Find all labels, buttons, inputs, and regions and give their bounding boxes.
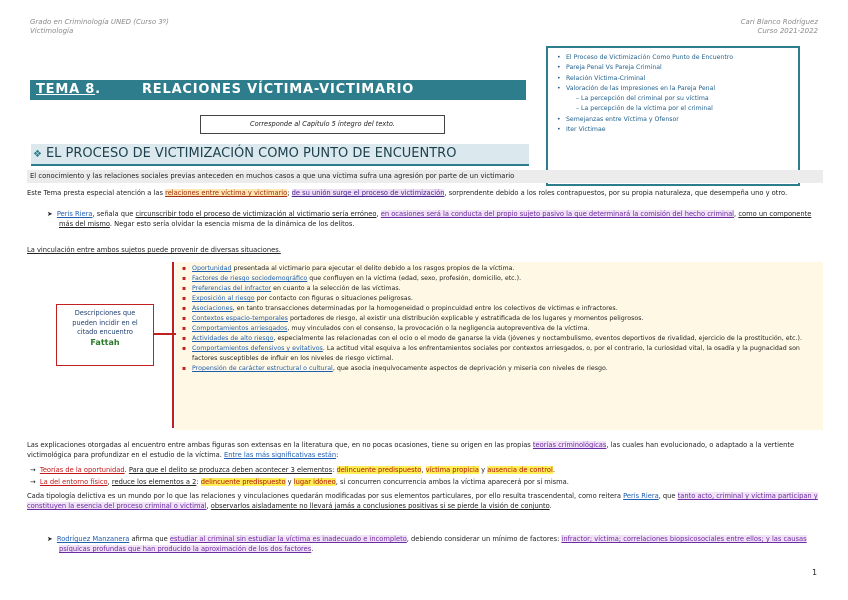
- text: Este Tema presta especial atención a las: [27, 189, 166, 197]
- toc-subitem[interactable]: – La percepción del criminal por su víctima: [576, 95, 709, 103]
- text: y: [478, 466, 488, 474]
- header-course: [30, 18, 169, 36]
- text: .: [124, 466, 129, 474]
- highlight-theories: teorías criminológicas: [532, 441, 607, 449]
- list-term: Contextos espacio-temporales: [192, 315, 288, 322]
- text: ,: [376, 210, 381, 218]
- highlight-element: delincuente predispuesto: [336, 466, 422, 474]
- fattah-box-line: pueden incidir en el: [72, 318, 138, 327]
- text: , las cuales han evolucionado, o adaptado a la vertiente victimológica para profundizar en el estudio de la víctima.: [27, 441, 795, 459]
- list-term: Comportamientos arriesgados: [192, 325, 288, 332]
- arrow-icon: →: [30, 478, 36, 486]
- list-text: en cuanto a la selección de las víctimas.: [271, 285, 401, 292]
- highlight-element: víctima propicia: [425, 466, 479, 474]
- arrow-icon: ➤: [47, 210, 53, 218]
- fattah-box: [56, 304, 154, 366]
- list-item: [182, 364, 822, 374]
- list-text: portadores de riesgo, al existir una distribución explicable y estratificada de los lugares y momentos peligrosos.: [287, 315, 644, 322]
- title-text: RELACIONES VÍCTIMA-VICTIMARIO: [142, 82, 415, 97]
- highlight-element: lugar idóneo: [293, 478, 336, 486]
- section-title-text: EL PROCESO DE VICTIMIZACIÓN COMO PUNTO DE ENCUENTRO: [45, 146, 457, 161]
- list-item: [182, 304, 822, 314]
- section-title: [31, 144, 529, 166]
- list-text: , en tanto transacciones determinadas por la homogeneidad o propincuidad entre los colectivos de víctimas e infractores.: [232, 305, 618, 312]
- author-manzanera: Rodríguez Manzanera: [56, 535, 130, 543]
- highlight-relations: relaciones entre víctima y victimario: [165, 189, 288, 197]
- list-item: [182, 314, 822, 324]
- list-term: Asociaciones: [192, 305, 233, 312]
- text: .: [549, 502, 552, 510]
- chapter-note: Corresponde al Capítulo 5 íntegro del texto.: [200, 115, 445, 134]
- text: ,: [107, 478, 112, 486]
- header-course-line1: Grado en Criminología UNED (Curso 3º): [30, 18, 169, 26]
- list-text: por contacto con figuras o situaciones peligrosas.: [254, 295, 413, 302]
- text: , si concurren concurrencia ambos la víctima aparecerá por sí misma.: [335, 478, 569, 486]
- list-text: , muy vinculados con el consenso, la provocación o la negligencia autopreventiva de la víctima.: [287, 325, 590, 332]
- list-term: Exposición al riesgo: [192, 295, 255, 302]
- underline-text: como un componente más del mismo: [59, 210, 812, 228]
- toc-item[interactable]: • Valoración de las Impresiones en la Pareja Penal: [566, 84, 792, 94]
- list-item: [182, 334, 822, 344]
- list-term: Factores de riesgo sociodemográfico: [192, 275, 308, 282]
- text: . Negar esto sería olvidar la esencia misma de la dinámica de los delitos.: [109, 220, 355, 228]
- header-author-year: Curso 2021-2022: [757, 27, 818, 35]
- underline-text: Entre las más significativas están: [223, 451, 337, 459]
- toc-item[interactable]: • Iter Victimae: [566, 125, 792, 135]
- text: :: [196, 478, 201, 486]
- list-text: que confluyen en la víctima (edad, sexo, profesión, domicilio, etc.).: [307, 275, 522, 282]
- header-course-line2: Victimología: [30, 27, 74, 35]
- fattah-list: [182, 264, 822, 374]
- text: afirma que: [129, 535, 170, 543]
- toc-item[interactable]: • Semejanzas entre Víctima y Ofensor: [566, 115, 792, 125]
- highlight-element: delincuente predispuesto: [200, 478, 286, 486]
- list-text: presentada al victimario para ejecutar el delito debido a los rasgos propios de la víctima.: [231, 265, 515, 272]
- diamond-icon: ❖: [33, 149, 42, 160]
- list-term: Comportamientos defensivos y evitativos: [192, 345, 323, 352]
- list-item: [182, 274, 822, 284]
- list-item: [182, 264, 822, 274]
- page-number: 1: [812, 568, 818, 577]
- text: Las explicaciones otorgadas al encuentro entre ambas figuras son extensas en la literatura que, en no pocas ocasiones, tiene su origen en las propias: [27, 441, 533, 449]
- author-peris: Peris Riera: [623, 492, 659, 500]
- list-text: , especialmente las relacionadas con el ocio o el modo de ganarse la vida (jóvenes y noctambulismo, eventos deportivos de rivalidad, ejercicio de la prostitución, etc.).: [273, 335, 802, 342]
- paragraph-entorno: [30, 477, 823, 487]
- paragraph-manzanera: [47, 534, 823, 554]
- paragraph-tipologia: [27, 491, 823, 511]
- text: .: [552, 466, 555, 474]
- list-term: Preferencias del infractor: [192, 285, 272, 292]
- list-item: [182, 324, 822, 334]
- highlight-element: ausencia de control: [487, 466, 553, 474]
- header-author-name: Cari Blanco Rodríguez: [740, 18, 818, 26]
- text: Cada tipología delictiva es un mundo por lo que las relaciones y vinculaciones quedarán modificadas por sus elementos particulares, por ello resulta trascendental, como reitera: [27, 492, 624, 500]
- underline-text: observarlos aisladamente no llevará jamás a conclusiones positivas si se pierde la visión de conjunto: [210, 502, 550, 510]
- text: , que: [658, 492, 678, 500]
- text: .: [311, 545, 314, 553]
- fattah-author: Fattah: [90, 337, 120, 347]
- list-text: , que asocia inequívocamente aspectos de deprivación y miseria con niveles de riesgo.: [332, 365, 608, 372]
- text: ,: [206, 502, 211, 510]
- highlight-estudiar: estudiar al criminal sin estudiar la víctima es inadecuado e incompleto: [169, 535, 407, 543]
- underline-text: reduce los elementos a 2: [111, 478, 197, 486]
- list-bracket: [172, 262, 174, 428]
- text: :: [336, 451, 339, 459]
- highlight-esencia: tanto acto, criminal y víctima participan y constituyen la esencia del proceso criminal o victimal: [27, 492, 818, 510]
- text: :: [332, 466, 337, 474]
- theory-entorno: La del entorno físico: [39, 478, 108, 486]
- underline-text: Para que el delito se produzca deben acontecer 3 elementos: [128, 466, 333, 474]
- highlight-union: de su unión surge el proceso de victimización: [291, 189, 445, 197]
- text: , señala que: [92, 210, 136, 218]
- paragraph-peris: [47, 209, 823, 229]
- highlight-conduct: en ocasiones será la conducta del propio sujeto pasivo la que determinará la comisión del hecho criminal: [380, 210, 735, 218]
- list-item: [182, 294, 822, 304]
- author-peris: Peris Riera: [56, 210, 93, 218]
- toc-item[interactable]: • Pareja Penal Vs Pareja Criminal: [566, 63, 792, 73]
- list-term: Actividades de alto riesgo: [192, 335, 274, 342]
- text: , sorprendente debido a los roles contrapuestos, por su propia naturaleza, que desempeña uno y otro.: [444, 189, 788, 197]
- list-item: [182, 284, 822, 294]
- intro-band: El conocimiento y las relaciones sociales previas anteceden en muchos casos a que una víctima sufra una agresión por parte de un victimario: [27, 170, 823, 183]
- connector-line: [154, 333, 176, 335]
- title-bar: [30, 80, 526, 100]
- text: ,: [421, 466, 426, 474]
- title-dot: .: [95, 82, 101, 97]
- theory-oportunidad: Teorías de la oportunidad: [39, 466, 125, 474]
- fattah-box-line: Descripciones que: [74, 309, 136, 317]
- text: ;: [287, 189, 292, 197]
- list-item: [182, 344, 822, 364]
- text: y: [285, 478, 294, 486]
- paragraph-intro: [27, 188, 823, 198]
- highlight-factores: infractor; víctima; correlaciones biopsicosociales entre ellos; y las causas psíquicas profundas que han producido la aproximación de los dos factores: [59, 535, 807, 553]
- list-term: Propensión de carácter estructural o cultural: [192, 365, 333, 372]
- toc-subitem[interactable]: – La percepción de la víctima por el criminal: [576, 105, 713, 113]
- list-term: Oportunidad: [192, 265, 232, 272]
- paragraph-explicaciones: [27, 440, 823, 460]
- header-author: [741, 18, 818, 36]
- list-text: . La actitud vital esquiva a los enfrentamientos sociales por contextos arriesgados, o, por el contrario, la curiosidad vital, la osadía y la pugnacidad son factores susceptibles de influir en los niveles de riesgo victimal.: [192, 345, 800, 362]
- paragraph-oportunidad: [30, 465, 823, 475]
- text: , debiendo considerar un mínimo de factores:: [406, 535, 562, 543]
- fattah-box-line: citado encuentro: [77, 328, 133, 336]
- table-of-contents: [546, 46, 800, 186]
- underline-text: circunscribir todo el proceso de victimización al victimario sería erróneo: [135, 210, 377, 218]
- arrow-icon: ➤: [47, 535, 53, 543]
- title-number: TEMA 8: [36, 82, 96, 97]
- paragraph-vinculacion: La vinculación entre ambos sujetos puede provenir de diversas situaciones.: [27, 246, 281, 254]
- text: ,: [734, 210, 739, 218]
- toc-item[interactable]: • Relación Víctima-Criminal: [566, 74, 792, 84]
- page-title: [36, 80, 101, 100]
- arrow-icon: →: [30, 466, 36, 474]
- toc-item[interactable]: • El Proceso de Victimización Como Punto de Encuentro: [566, 53, 792, 63]
